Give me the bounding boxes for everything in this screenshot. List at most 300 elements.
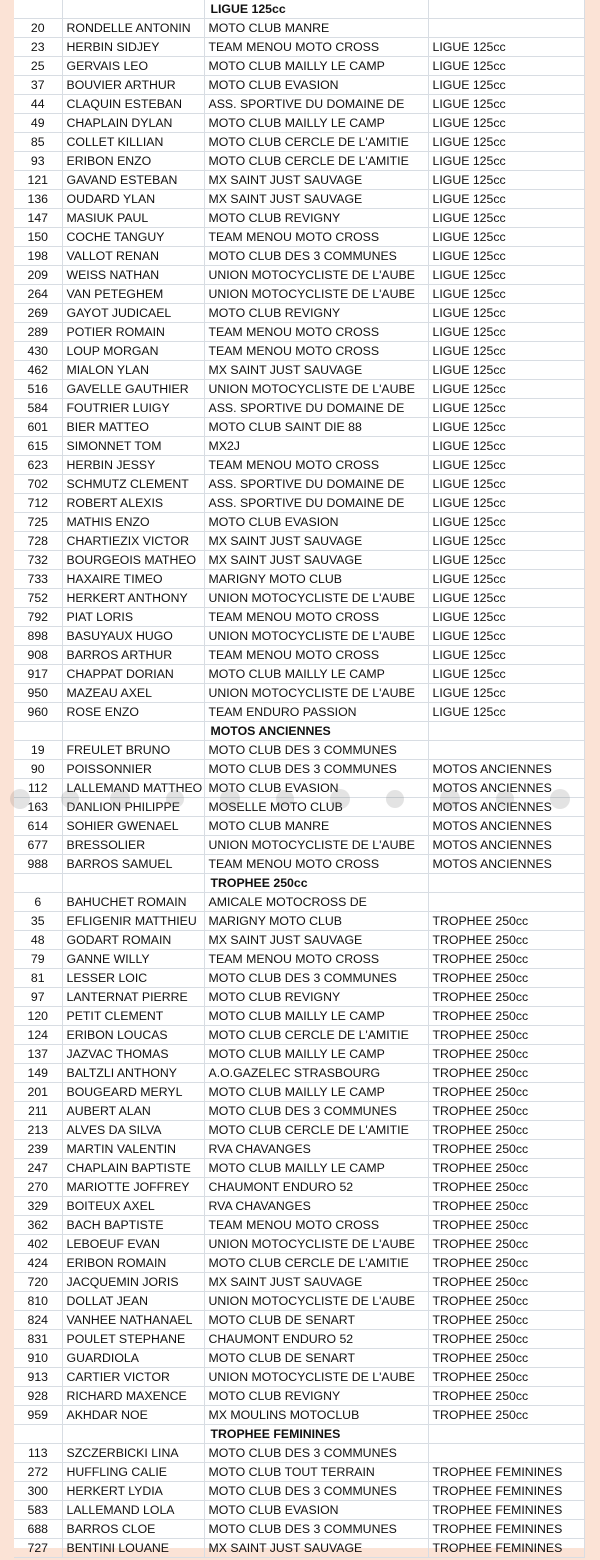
rider-number: 727 <box>14 1539 62 1558</box>
rider-club: MX SAINT JUST SAUVAGE <box>204 551 428 570</box>
riders-table <box>14 0 585 1558</box>
rider-row <box>14 323 584 342</box>
rider-number: 112 <box>14 779 62 798</box>
rider-club: MOTO CLUB CERCLE DE L'AMITIE <box>204 133 428 152</box>
category-title: LIGUE 125cc <box>204 0 428 19</box>
rider-row <box>14 931 584 950</box>
rider-row <box>14 608 584 627</box>
rider-name: PIAT LORIS <box>62 608 204 627</box>
header-spacer <box>428 0 584 19</box>
category-header-row <box>14 874 584 893</box>
rider-category: TROPHEE 250cc <box>428 1064 584 1083</box>
rider-row <box>14 741 584 760</box>
rider-row <box>14 1140 584 1159</box>
header-spacer <box>14 722 62 741</box>
rider-row <box>14 779 584 798</box>
rider-row <box>14 1121 584 1140</box>
rider-row <box>14 1520 584 1539</box>
rider-club: MOTO CLUB TOUT TERRAIN <box>204 1463 428 1482</box>
category-title: TROPHEE 250cc <box>204 874 428 893</box>
rider-row <box>14 171 584 190</box>
rider-name: ROBERT ALEXIS <box>62 494 204 513</box>
rider-name: COLLET KILLIAN <box>62 133 204 152</box>
rider-name: ROSE ENZO <box>62 703 204 722</box>
rider-number: 462 <box>14 361 62 380</box>
rider-row <box>14 1463 584 1482</box>
rider-name: WEISS NATHAN <box>62 266 204 285</box>
rider-number: 960 <box>14 703 62 722</box>
rider-row <box>14 855 584 874</box>
rider-row <box>14 1159 584 1178</box>
rider-number: 677 <box>14 836 62 855</box>
rider-club: MOTO CLUB EVASION <box>204 76 428 95</box>
rider-row <box>14 57 584 76</box>
rider-name: MARIOTTE JOFFREY <box>62 1178 204 1197</box>
rider-club: MX SAINT JUST SAUVAGE <box>204 171 428 190</box>
rider-row <box>14 969 584 988</box>
rider-name: JACQUEMIN JORIS <box>62 1273 204 1292</box>
rider-club: MOTO CLUB EVASION <box>204 1501 428 1520</box>
rider-club: TEAM MENOU MOTO CROSS <box>204 342 428 361</box>
rider-row <box>14 798 584 817</box>
rider-club: TEAM MENOU MOTO CROSS <box>204 323 428 342</box>
rider-row <box>14 437 584 456</box>
rider-category: TROPHEE 250cc <box>428 1083 584 1102</box>
rider-name: SCHMUTZ CLEMENT <box>62 475 204 494</box>
rider-club: MOTO CLUB CERCLE DE L'AMITIE <box>204 1121 428 1140</box>
rider-number: 37 <box>14 76 62 95</box>
rider-category: LIGUE 125cc <box>428 437 584 456</box>
rider-club: MOTO CLUB REVIGNY <box>204 988 428 1007</box>
rider-category: LIGUE 125cc <box>428 114 584 133</box>
rider-name: FREULET BRUNO <box>62 741 204 760</box>
rider-row <box>14 1368 584 1387</box>
rider-club: MARIGNY MOTO CLUB <box>204 912 428 931</box>
rider-category: TROPHEE 250cc <box>428 931 584 950</box>
rider-number: 913 <box>14 1368 62 1387</box>
rider-number: 988 <box>14 855 62 874</box>
rider-number: 136 <box>14 190 62 209</box>
rider-name: SOHIER GWENAEL <box>62 817 204 836</box>
rider-club: MX2J <box>204 437 428 456</box>
rider-category: TROPHEE 250cc <box>428 1235 584 1254</box>
rider-row <box>14 1064 584 1083</box>
rider-number: 149 <box>14 1064 62 1083</box>
rider-row <box>14 1216 584 1235</box>
rider-club: MX SAINT JUST SAUVAGE <box>204 190 428 209</box>
rider-category: TROPHEE 250cc <box>428 1311 584 1330</box>
rider-category: LIGUE 125cc <box>428 608 584 627</box>
rider-club: TEAM MENOU MOTO CROSS <box>204 456 428 475</box>
rider-number: 163 <box>14 798 62 817</box>
rider-category: MOTOS ANCIENNES <box>428 855 584 874</box>
rider-name: BOURGEOIS MATHEO <box>62 551 204 570</box>
rider-row <box>14 209 584 228</box>
rider-name: BOUGEARD MERYL <box>62 1083 204 1102</box>
rider-name: LOUP MORGAN <box>62 342 204 361</box>
rider-category: TROPHEE 250cc <box>428 1406 584 1425</box>
rider-name: CHAPLAIN DYLAN <box>62 114 204 133</box>
rider-row <box>14 76 584 95</box>
rider-number: 97 <box>14 988 62 1007</box>
rider-name: HERKERT LYDIA <box>62 1482 204 1501</box>
rider-club: MOTO CLUB MAILLY LE CAMP <box>204 1159 428 1178</box>
rider-club: UNION MOTOCYCLISTE DE L'AUBE <box>204 380 428 399</box>
rider-category: TROPHEE 250cc <box>428 1330 584 1349</box>
rider-category: LIGUE 125cc <box>428 494 584 513</box>
rider-name: LEBOEUF EVAN <box>62 1235 204 1254</box>
rider-number: 623 <box>14 456 62 475</box>
rider-name: EFLIGENIR MATTHIEU <box>62 912 204 931</box>
rider-category: LIGUE 125cc <box>428 323 584 342</box>
rider-number: 329 <box>14 1197 62 1216</box>
rider-name: BALTZLI ANTHONY <box>62 1064 204 1083</box>
rider-name: FOUTRIER LUIGY <box>62 399 204 418</box>
rider-name: SIMONNET TOM <box>62 437 204 456</box>
rider-category: LIGUE 125cc <box>428 342 584 361</box>
rider-row <box>14 1007 584 1026</box>
rider-name: ERIBON ROMAIN <box>62 1254 204 1273</box>
rider-name: CLAQUIN ESTEBAN <box>62 95 204 114</box>
header-spacer <box>428 874 584 893</box>
header-spacer <box>14 1425 62 1444</box>
rider-number: 424 <box>14 1254 62 1273</box>
rider-club: UNION MOTOCYCLISTE DE L'AUBE <box>204 684 428 703</box>
rider-row <box>14 1045 584 1064</box>
rider-number: 601 <box>14 418 62 437</box>
rider-number: 90 <box>14 760 62 779</box>
rider-row <box>14 1501 584 1520</box>
rider-club: AMICALE MOTOCROSS DE <box>204 893 428 912</box>
rider-club: CHAUMONT ENDURO 52 <box>204 1330 428 1349</box>
rider-number: 289 <box>14 323 62 342</box>
rider-row <box>14 1444 584 1463</box>
rider-row <box>14 646 584 665</box>
rider-category: TROPHEE 250cc <box>428 950 584 969</box>
rider-name: RICHARD MAXENCE <box>62 1387 204 1406</box>
rider-category: LIGUE 125cc <box>428 95 584 114</box>
rider-category: LIGUE 125cc <box>428 418 584 437</box>
rider-club: TEAM MENOU MOTO CROSS <box>204 608 428 627</box>
rider-number: 300 <box>14 1482 62 1501</box>
rider-number: 121 <box>14 171 62 190</box>
rider-number: 23 <box>14 38 62 57</box>
rider-category <box>428 893 584 912</box>
rider-number: 430 <box>14 342 62 361</box>
category-title: MOTOS ANCIENNES <box>204 722 428 741</box>
rider-number: 150 <box>14 228 62 247</box>
rider-category <box>428 19 584 38</box>
rider-number: 732 <box>14 551 62 570</box>
rider-club: MOTO CLUB DES 3 COMMUNES <box>204 1482 428 1501</box>
rider-name: GAYOT JUDICAEL <box>62 304 204 323</box>
rider-club: UNION MOTOCYCLISTE DE L'AUBE <box>204 285 428 304</box>
rider-name: CHAPLAIN BAPTISTE <box>62 1159 204 1178</box>
rider-number: 213 <box>14 1121 62 1140</box>
rider-name: POULET STEPHANE <box>62 1330 204 1349</box>
rider-category: LIGUE 125cc <box>428 399 584 418</box>
rider-name: PETIT CLEMENT <box>62 1007 204 1026</box>
rider-club: UNION MOTOCYCLISTE DE L'AUBE <box>204 836 428 855</box>
rider-club: MOTO CLUB DES 3 COMMUNES <box>204 741 428 760</box>
rider-category: TROPHEE 250cc <box>428 1045 584 1064</box>
rider-name: BRESSOLIER <box>62 836 204 855</box>
rider-number: 950 <box>14 684 62 703</box>
rider-row <box>14 665 584 684</box>
rider-club: A.O.GAZELEC STRASBOURG <box>204 1064 428 1083</box>
rider-name: HAXAIRE TIMEO <box>62 570 204 589</box>
rider-name: COCHE TANGUY <box>62 228 204 247</box>
header-spacer <box>62 874 204 893</box>
rider-number: 120 <box>14 1007 62 1026</box>
rider-club: MX SAINT JUST SAUVAGE <box>204 1539 428 1558</box>
rider-number: 239 <box>14 1140 62 1159</box>
rider-category: TROPHEE 250cc <box>428 1140 584 1159</box>
rider-number: 362 <box>14 1216 62 1235</box>
rider-number: 20 <box>14 19 62 38</box>
rider-number: 49 <box>14 114 62 133</box>
rider-club: ASS. SPORTIVE DU DOMAINE DE <box>204 95 428 114</box>
rider-club: MOTO CLUB MAILLY LE CAMP <box>204 57 428 76</box>
rider-row <box>14 285 584 304</box>
rider-row <box>14 152 584 171</box>
rider-number: 615 <box>14 437 62 456</box>
header-spacer <box>14 0 62 19</box>
rider-category: TROPHEE 250cc <box>428 1273 584 1292</box>
rider-club: TEAM MENOU MOTO CROSS <box>204 38 428 57</box>
rider-number: 725 <box>14 513 62 532</box>
rider-category: TROPHEE 250cc <box>428 1121 584 1140</box>
rider-number: 702 <box>14 475 62 494</box>
rider-club: MOTO CLUB DES 3 COMMUNES <box>204 1520 428 1539</box>
rider-category: LIGUE 125cc <box>428 627 584 646</box>
rider-category <box>428 741 584 760</box>
rider-category: TROPHEE 250cc <box>428 1254 584 1273</box>
rider-name: GUARDIOLA <box>62 1349 204 1368</box>
rider-name: BARROS SAMUEL <box>62 855 204 874</box>
header-spacer <box>62 722 204 741</box>
rider-category: LIGUE 125cc <box>428 361 584 380</box>
rider-number: 898 <box>14 627 62 646</box>
rider-category: LIGUE 125cc <box>428 266 584 285</box>
rider-club: CHAUMONT ENDURO 52 <box>204 1178 428 1197</box>
rider-row <box>14 456 584 475</box>
rider-number: 752 <box>14 589 62 608</box>
rider-number: 35 <box>14 912 62 931</box>
rider-club: MOTO CLUB CERCLE DE L'AMITIE <box>204 152 428 171</box>
rider-category: TROPHEE 250cc <box>428 1368 584 1387</box>
rider-row <box>14 1083 584 1102</box>
rider-number: 209 <box>14 266 62 285</box>
rider-club: MOTO CLUB MAILLY LE CAMP <box>204 665 428 684</box>
rider-club: MOTO CLUB CERCLE DE L'AMITIE <box>204 1026 428 1045</box>
rider-name: MAZEAU AXEL <box>62 684 204 703</box>
category-header-row <box>14 1425 584 1444</box>
rider-category <box>428 1444 584 1463</box>
rider-category: LIGUE 125cc <box>428 190 584 209</box>
rider-category: LIGUE 125cc <box>428 532 584 551</box>
rider-category: TROPHEE FEMININES <box>428 1520 584 1539</box>
rider-row <box>14 532 584 551</box>
rider-club: MOTO CLUB MANRE <box>204 817 428 836</box>
rider-row <box>14 361 584 380</box>
rider-row <box>14 912 584 931</box>
rider-name: GODART ROMAIN <box>62 931 204 950</box>
rider-name: ALVES DA SILVA <box>62 1121 204 1140</box>
rider-row <box>14 589 584 608</box>
rider-row <box>14 114 584 133</box>
rider-row <box>14 513 584 532</box>
rider-club: ASS. SPORTIVE DU DOMAINE DE <box>204 475 428 494</box>
rider-club: UNION MOTOCYCLISTE DE L'AUBE <box>204 266 428 285</box>
rider-category: TROPHEE FEMININES <box>428 1539 584 1558</box>
rider-category: TROPHEE FEMININES <box>428 1501 584 1520</box>
rider-club: MX SAINT JUST SAUVAGE <box>204 532 428 551</box>
rider-number: 584 <box>14 399 62 418</box>
rider-club: MOTO CLUB MANRE <box>204 19 428 38</box>
rider-name: BAHUCHET ROMAIN <box>62 893 204 912</box>
rider-number: 712 <box>14 494 62 513</box>
rider-name: LALLEMAND LOLA <box>62 1501 204 1520</box>
rider-row <box>14 1273 584 1292</box>
rider-row <box>14 399 584 418</box>
rider-club: MOTO CLUB DES 3 COMMUNES <box>204 1102 428 1121</box>
rider-row <box>14 1197 584 1216</box>
rider-name: GERVAIS LEO <box>62 57 204 76</box>
rider-club: MOTO CLUB MAILLY LE CAMP <box>204 1083 428 1102</box>
rider-club: MOTO CLUB CERCLE DE L'AMITIE <box>204 1254 428 1273</box>
rider-club: MOSELLE MOTO CLUB <box>204 798 428 817</box>
rider-number: 269 <box>14 304 62 323</box>
rider-category: MOTOS ANCIENNES <box>428 798 584 817</box>
rider-number: 124 <box>14 1026 62 1045</box>
rider-number: 201 <box>14 1083 62 1102</box>
rider-name: BACH BAPTISTE <box>62 1216 204 1235</box>
rider-category: TROPHEE 250cc <box>428 1387 584 1406</box>
rider-category: TROPHEE 250cc <box>428 1349 584 1368</box>
header-spacer <box>62 1425 204 1444</box>
rider-number: 270 <box>14 1178 62 1197</box>
rider-club: TEAM MENOU MOTO CROSS <box>204 646 428 665</box>
rider-category: TROPHEE 250cc <box>428 1159 584 1178</box>
rider-club: MOTO CLUB REVIGNY <box>204 304 428 323</box>
rider-club: MOTO CLUB DES 3 COMMUNES <box>204 247 428 266</box>
rider-club: TEAM MENOU MOTO CROSS <box>204 1216 428 1235</box>
rider-row <box>14 1026 584 1045</box>
rider-name: VALLOT RENAN <box>62 247 204 266</box>
rider-number: 614 <box>14 817 62 836</box>
rider-number: 113 <box>14 1444 62 1463</box>
rider-club: MX MOULINS MOTOCLUB <box>204 1406 428 1425</box>
rider-row <box>14 817 584 836</box>
rider-row <box>14 95 584 114</box>
rider-category: TROPHEE FEMININES <box>428 1463 584 1482</box>
rider-name: BOITEUX AXEL <box>62 1197 204 1216</box>
rider-name: BASUYAUX HUGO <box>62 627 204 646</box>
rider-row <box>14 342 584 361</box>
rider-club: UNION MOTOCYCLISTE DE L'AUBE <box>204 627 428 646</box>
rider-category: TROPHEE 250cc <box>428 912 584 931</box>
rider-row <box>14 228 584 247</box>
rider-category: LIGUE 125cc <box>428 456 584 475</box>
rider-name: POTIER ROMAIN <box>62 323 204 342</box>
rider-row <box>14 247 584 266</box>
rider-category: LIGUE 125cc <box>428 247 584 266</box>
rider-row <box>14 1349 584 1368</box>
rider-club: UNION MOTOCYCLISTE DE L'AUBE <box>204 1292 428 1311</box>
rider-club: TEAM MENOU MOTO CROSS <box>204 950 428 969</box>
rider-name: HERBIN JESSY <box>62 456 204 475</box>
category-header-row <box>14 722 584 741</box>
rider-club: TEAM MENOU MOTO CROSS <box>204 855 428 874</box>
rider-category: LIGUE 125cc <box>428 475 584 494</box>
rider-row <box>14 266 584 285</box>
rider-name: VAN PETEGHEM <box>62 285 204 304</box>
rider-category: LIGUE 125cc <box>428 551 584 570</box>
rider-row <box>14 684 584 703</box>
rider-club: MOTO CLUB MAILLY LE CAMP <box>204 1007 428 1026</box>
rider-row <box>14 475 584 494</box>
rider-row <box>14 950 584 969</box>
rider-name: BARROS CLOE <box>62 1520 204 1539</box>
rider-row <box>14 304 584 323</box>
rider-category: TROPHEE 250cc <box>428 1178 584 1197</box>
rider-category: LIGUE 125cc <box>428 304 584 323</box>
rider-category: TROPHEE 250cc <box>428 1026 584 1045</box>
rider-name: MIALON YLAN <box>62 361 204 380</box>
rider-club: MOTO CLUB EVASION <box>204 779 428 798</box>
rider-category: LIGUE 125cc <box>428 228 584 247</box>
rider-club: MOTO CLUB DES 3 COMMUNES <box>204 760 428 779</box>
rider-number: 137 <box>14 1045 62 1064</box>
rider-number: 264 <box>14 285 62 304</box>
rider-name: HUFFLING CALIE <box>62 1463 204 1482</box>
rider-row <box>14 1292 584 1311</box>
rider-number: 792 <box>14 608 62 627</box>
rider-number: 147 <box>14 209 62 228</box>
header-spacer <box>62 0 204 19</box>
rider-club: TEAM MENOU MOTO CROSS <box>204 228 428 247</box>
rider-number: 910 <box>14 1349 62 1368</box>
rider-row <box>14 380 584 399</box>
rider-category: LIGUE 125cc <box>428 665 584 684</box>
rider-name: LALLEMAND MATTHEO <box>62 779 204 798</box>
rider-number: 733 <box>14 570 62 589</box>
rider-category: MOTOS ANCIENNES <box>428 836 584 855</box>
rider-category: TROPHEE 250cc <box>428 1007 584 1026</box>
rider-number: 583 <box>14 1501 62 1520</box>
rider-category: LIGUE 125cc <box>428 38 584 57</box>
riders-table-body <box>14 0 584 1558</box>
rider-row <box>14 1539 584 1558</box>
rider-name: BIER MATTEO <box>62 418 204 437</box>
rider-number: 25 <box>14 57 62 76</box>
rider-club: MOTO CLUB SAINT DIE 88 <box>204 418 428 437</box>
rider-number: 928 <box>14 1387 62 1406</box>
rider-name: HERKERT ANTHONY <box>62 589 204 608</box>
rider-row <box>14 1235 584 1254</box>
rider-category: LIGUE 125cc <box>428 570 584 589</box>
rider-row <box>14 1178 584 1197</box>
rider-club: MOTO CLUB REVIGNY <box>204 209 428 228</box>
rider-name: GANNE WILLY <box>62 950 204 969</box>
rider-category: TROPHEE 250cc <box>428 1102 584 1121</box>
rider-row <box>14 627 584 646</box>
rider-category: TROPHEE FEMININES <box>428 1482 584 1501</box>
rider-name: BENTINI LOUANE <box>62 1539 204 1558</box>
rider-category: LIGUE 125cc <box>428 76 584 95</box>
rider-club: ASS. SPORTIVE DU DOMAINE DE <box>204 494 428 513</box>
